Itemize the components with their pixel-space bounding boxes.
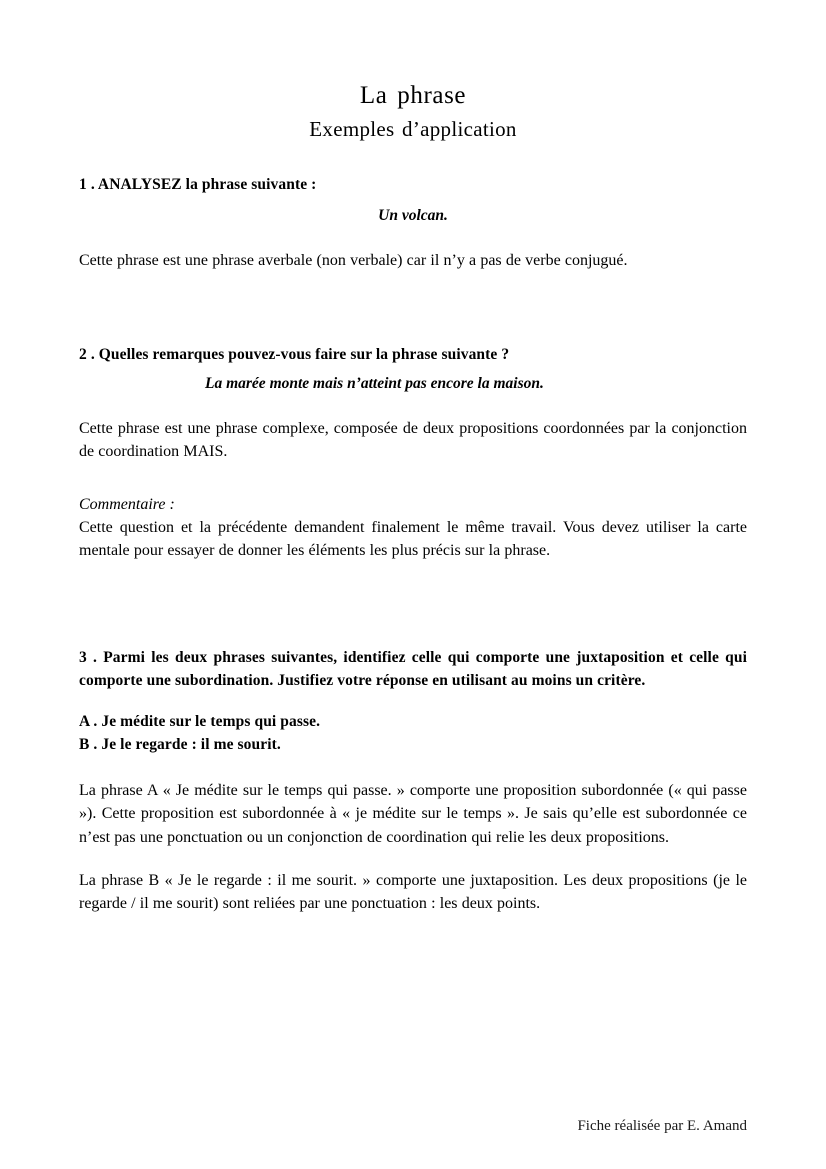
question-3-answer-a: La phrase A « Je médite sur le temps qui passe. » comporte une proposition subordonnée (« qui passe »). Cette proposition est subordonnée à « je médite sur le temps ». Je sais qu’elle est subordonnée ce n’est pas une ponctuation ou un conjonction de coordination qui relie les deux propositions.: [79, 781, 747, 846]
commentaire-text: Cette question et la précédente demandent finalement le même travail. Vous devez utiliser la carte mentale pour essayer de donner les éléments les plus précis sur la phrase.: [79, 519, 747, 560]
question-3-choice-b: B . Je le regarde : il me sourit.: [79, 736, 281, 754]
spacer: [79, 272, 747, 344]
question-1-answer: Cette phrase est une phrase averbale (non verbale) car il n’y a pas de verbe conjugué.: [79, 252, 628, 270]
spacer: [79, 141, 747, 174]
question-3-answer-b: La phrase B « Je le regarde : il me sourit. » comporte une juxtaposition. Les deux propositions (je le regarde / il me sourit) sont reliées par une ponctuation : les deux points.: [79, 871, 747, 913]
question-1-heading: 1 . ANALYSEZ la phrase suivante :: [79, 175, 317, 193]
page-title: La phrase: [359, 82, 467, 109]
spacer: [79, 196, 747, 205]
spacer: [79, 464, 747, 494]
spacer: [79, 757, 747, 779]
commentaire-label: Commentaire :: [79, 495, 175, 513]
spacer: [79, 395, 747, 417]
spacer: [79, 692, 747, 711]
question-2-example-sentence: La marée monte mais n’atteint pas encore la maison.: [205, 375, 544, 393]
question-3-choice-a: A . Je médite sur le temps qui passe.: [79, 713, 321, 731]
spacer: [79, 563, 747, 647]
spacer: [79, 849, 747, 869]
document-content: [79, 0, 747, 916]
question-2-answer: Cette phrase est une phrase complexe, composée de deux propositions coordonnées par la conjonction de coordination MAIS.: [79, 419, 747, 461]
page-footer: Fiche réalisée par E. Amand: [577, 1118, 747, 1134]
question-2-heading: 2 . Quelles remarques pouvez-vous faire sur la phrase suivante ?: [79, 346, 510, 364]
page-subtitle: Exemples d’application: [309, 116, 517, 141]
spacer: [79, 227, 747, 249]
question-3-heading: 3 . Parmi les deux phrases suivantes, identifiez celle qui comporte une juxtaposition et celle qui comporte une subordination. Justifiez votre réponse en utilisant au moins un critère.: [79, 648, 747, 689]
question-1-example-sentence: Un volcan.: [378, 207, 448, 225]
